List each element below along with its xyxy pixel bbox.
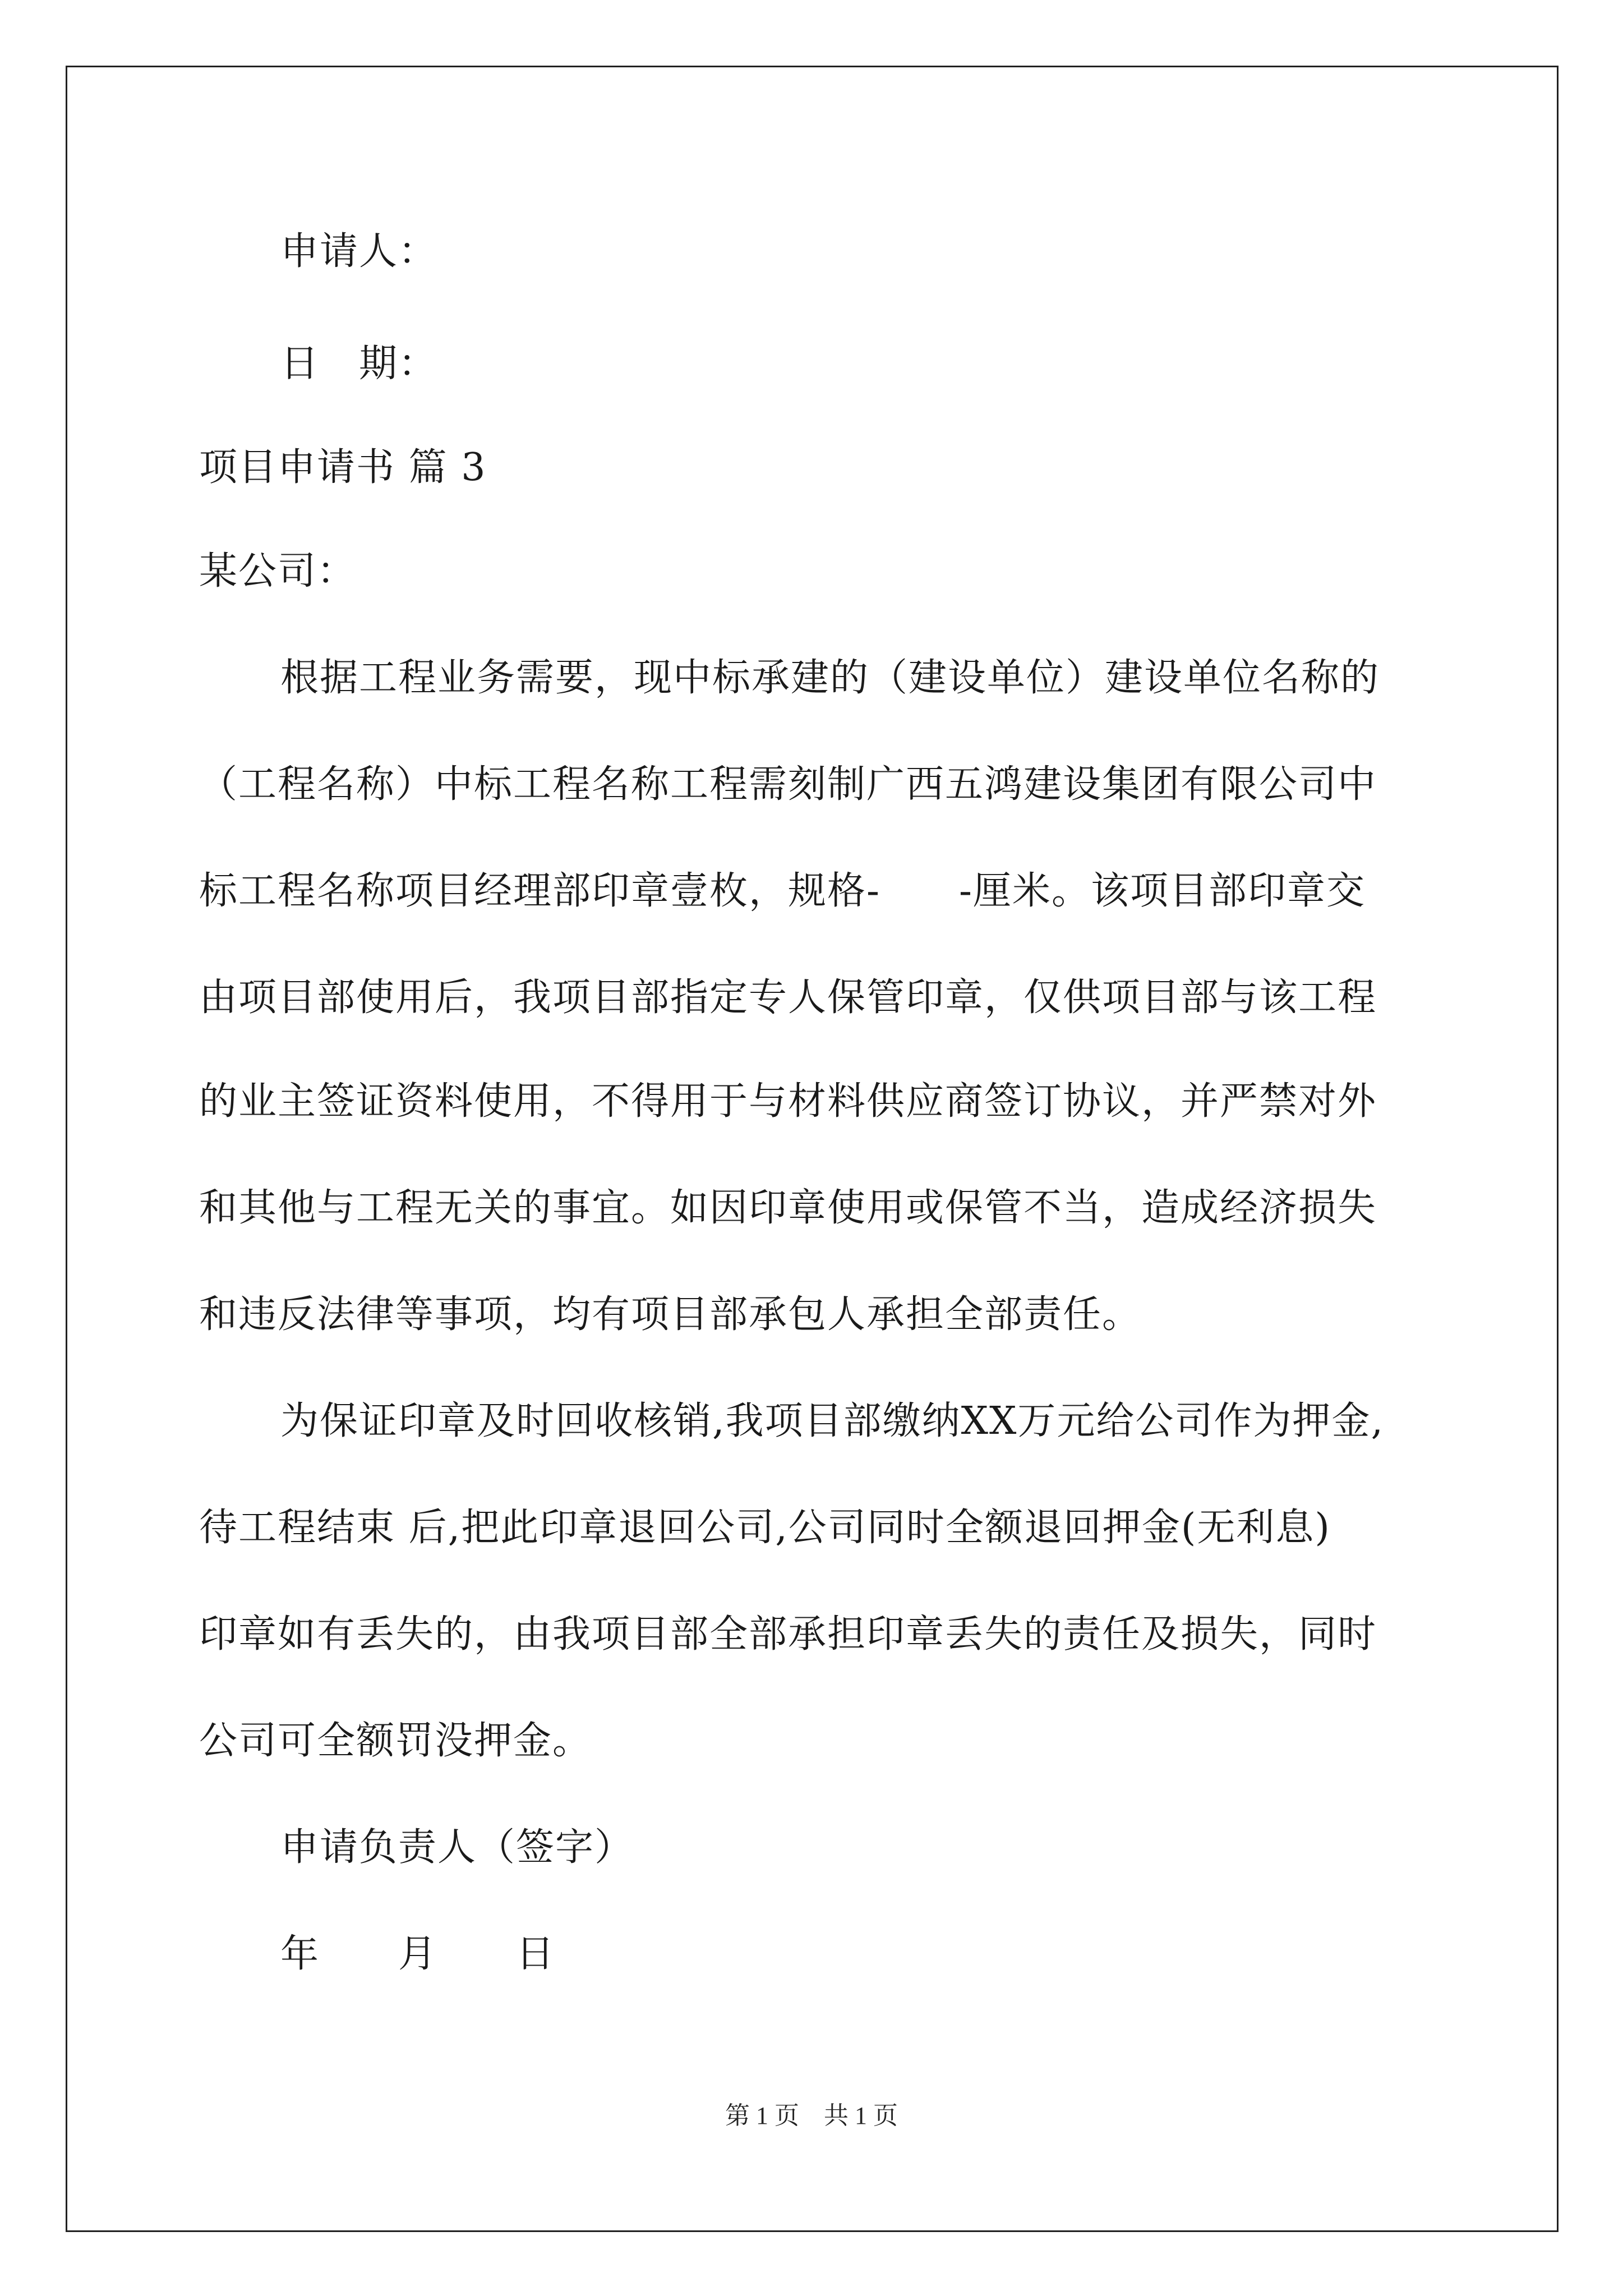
page-border: [66, 66, 1559, 2232]
paragraph1-line-1: 根据工程业务需要，现中标承建的（建设单位）建设单位名称的: [280, 656, 1380, 700]
paragraph1-line-4: 由项目部使用后，我项目部指定专人保管印章，仅供项目部与该工程: [199, 976, 1377, 1020]
paragraph1-line-7: 和违反法律等事项，均有项目部承包人承担全部责任。: [199, 1292, 1142, 1337]
date-label: 日 期：: [280, 342, 438, 386]
paragraph2-line-2: 待工程结束 后,把此印章退回公司,公司同时全额退回押金(无利息): [199, 1506, 1331, 1550]
paragraph1-line-5: 的业主签证资料使用，不得用于与材料供应商签订协议，并严禁对外: [199, 1079, 1377, 1124]
paragraph2-line-4: 公司可全额罚没押金。: [199, 1719, 592, 1763]
signature-label: 申请负责人（签字）: [280, 1825, 634, 1870]
date-line: 年 月 日: [280, 1932, 556, 1976]
paragraph1-line-3: 标工程名称项目经理部印章壹枚，规格- -厘米。该项目部印章交: [199, 869, 1366, 913]
page-footer: 第 1 页 共 1 页: [725, 2102, 898, 2129]
paragraph1-line-6: 和其他与工程无关的事宜。如因印章使用或保管不当，造成经济损失: [199, 1186, 1377, 1230]
paragraph2-line-3: 印章如有丢失的，由我项目部全部承担印章丢失的责任及损失，同时: [199, 1612, 1377, 1657]
paragraph2-line-1: 为保证印章及时回收核销,我项目部缴纳XX万元给公司作为押金,: [280, 1399, 1385, 1443]
paragraph1-line-2: （工程名称）中标工程名称工程需刻制广西五鸿建设集团有限公司中: [199, 762, 1377, 807]
addressee: 某公司：: [199, 549, 357, 593]
section-title: 项目申请书 篇 3: [199, 445, 487, 490]
applicant-label: 申请人：: [280, 229, 438, 274]
